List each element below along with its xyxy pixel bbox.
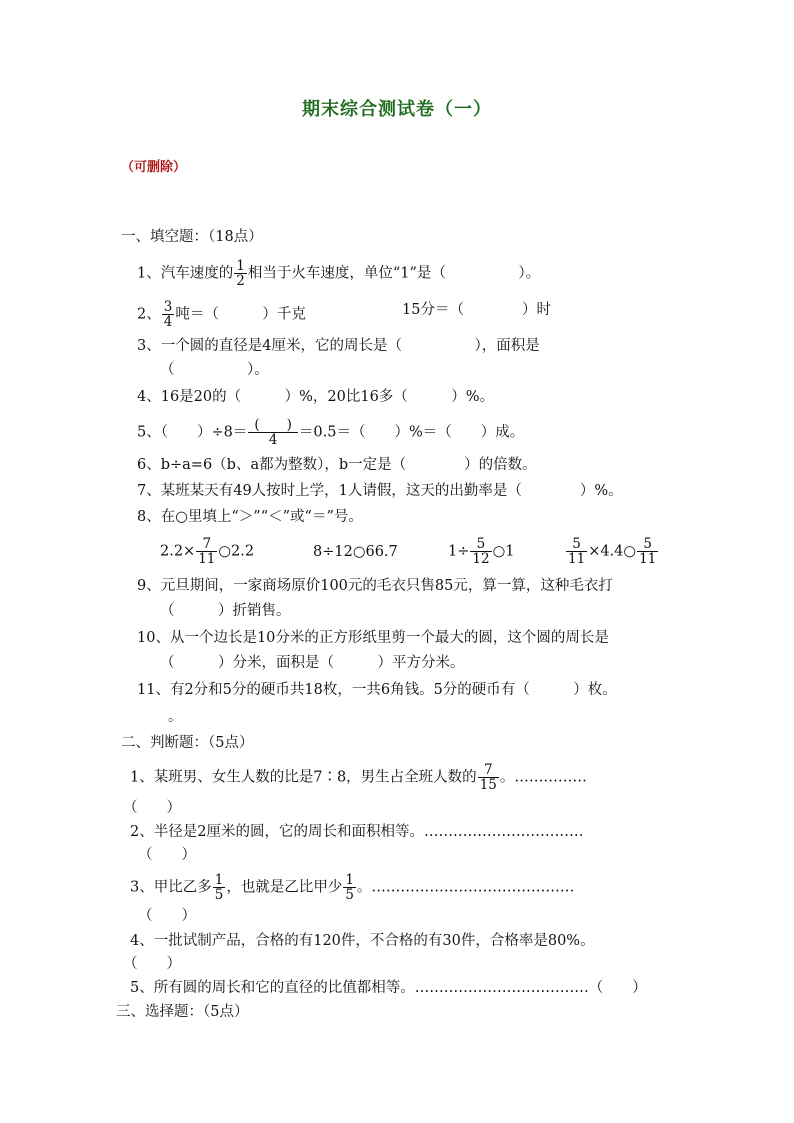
q11-line2: 。 <box>168 709 183 725</box>
q8-e4-fraction-b <box>637 537 658 566</box>
q1-fraction <box>234 259 247 288</box>
q10-line1: 10、从一个边长是10分米的正方形纸里剪一个最大的圆，这个圆的周长是 <box>137 630 609 646</box>
q8-e1-fraction <box>196 537 217 566</box>
q8-e1-text-a: 2.2× <box>160 543 196 560</box>
q3-line1: 3、一个圆的直径是4厘米，它的周长是（ ），面积是 <box>137 338 540 354</box>
q8-expression-2: 8÷12○66.7 <box>313 544 398 560</box>
judge-2: 2、半径是2厘米的圆，它的周长和面积相等。…………………………… <box>130 824 584 840</box>
j3-text-a: 3、甲比乙多 <box>130 879 212 896</box>
section3-heading: 三、选择题：（5点） <box>116 1004 249 1020</box>
q8-e4-denominator-b: 11 <box>639 551 657 567</box>
q1-fraction-denominator: 2 <box>236 273 245 289</box>
q8-e1-text-b: ○2.2 <box>218 543 255 560</box>
j4-answer-paren: （ ） <box>123 956 181 972</box>
q2-text-c: 15分＝（ ）时 <box>402 302 551 318</box>
q3-line2: （ ）。 <box>160 362 269 378</box>
q8-e4-numerator-b: 5 <box>637 537 658 552</box>
q8-e3-text-b: ○1 <box>492 543 515 560</box>
j3-fraction-b <box>343 873 356 902</box>
judge-4: 4、一批试制产品，合格的有120件，不合格的有30件，合格率是80%。 <box>130 933 595 949</box>
q2-fraction-numerator: 3 <box>163 299 173 315</box>
j3-denominator-b: 5 <box>345 887 354 903</box>
q8-expression-4 <box>565 537 659 566</box>
section2-heading: 二、判断题：（5点） <box>121 735 254 751</box>
q8-expression-1 <box>160 537 254 566</box>
q5-fraction-numerator: ( ) <box>248 418 298 433</box>
judge-3 <box>130 873 574 902</box>
j3-fraction-a <box>213 873 226 902</box>
q5-fraction-denominator: 4 <box>268 432 278 448</box>
j3-denominator-a: 5 <box>214 887 224 903</box>
j3-answer-paren: （ ） <box>138 908 196 924</box>
j1-text-b: 。…………… <box>499 769 587 786</box>
question-5 <box>137 418 524 447</box>
q8-e1-denominator: 11 <box>198 551 216 567</box>
q2-text-a: 2、 <box>137 306 161 323</box>
page-title: 期末综合测试卷（一） <box>302 99 492 120</box>
section1-heading: 一、填空题：（18点） <box>121 229 263 245</box>
q8-e4-denominator-a: 11 <box>568 551 586 567</box>
question-4: 4、16是20的（ ）%，20比16多（ ）%。 <box>137 389 495 405</box>
q9-line2: （ ）折销售。 <box>160 603 291 619</box>
q1-fraction-numerator: 1 <box>236 258 245 274</box>
j3-numerator-b: 1 <box>345 872 354 888</box>
q8-e4-numerator-a: 5 <box>566 537 587 552</box>
q8-e3-fraction <box>470 537 491 566</box>
q2-fraction <box>162 300 175 329</box>
j1-numerator: 7 <box>478 763 499 778</box>
q8-e4-fraction-a <box>566 537 587 566</box>
q8-e3-denominator: 12 <box>472 551 490 567</box>
q8-e3-text-a: 1÷ <box>448 543 470 560</box>
q8-e4-text: ×4.4○ <box>588 543 637 560</box>
j3-numerator-a: 1 <box>214 872 224 888</box>
j1-denominator: 15 <box>479 777 497 793</box>
judge-1 <box>130 763 587 792</box>
j3-text-b: ，也就是乙比甲少 <box>226 879 343 896</box>
j2-answer-paren: （ ） <box>138 847 196 863</box>
q10-line2: （ ）分米，面积是（ ）平方分米。 <box>160 655 465 671</box>
q8-e1-numerator: 7 <box>196 537 217 552</box>
q1-text-b: 相当于火车速度，单位“1”是（ ）。 <box>247 265 541 282</box>
j1-text-a: 1、某班男、女生人数的比是7∶8，男生占全班人数的 <box>130 769 477 786</box>
q8-line1: 8、在○里填上“＞”“＜”或“＝”号。 <box>137 509 363 525</box>
question-2 <box>137 300 306 329</box>
q2-fraction-denominator: 4 <box>163 314 173 330</box>
removable-note: （可删除） <box>121 160 187 175</box>
j3-text-c: 。…………………………………… <box>356 879 575 896</box>
j1-answer-paren: （ ） <box>123 800 181 816</box>
judge-5: 5、所有圆的周长和它的直径的比值都相等。………………………………（ ） <box>130 980 647 996</box>
q9-line1: 9、元旦期间，一家商场原价100元的毛衣只售85元，算一算，这种毛衣打 <box>137 578 613 594</box>
q5-text-a: 5、（ ）÷8＝ <box>137 424 248 441</box>
j1-fraction <box>478 763 499 792</box>
question-7: 7、某班某天有49人按时上学，1人请假，这天的出勤率是（ ）%。 <box>137 483 623 499</box>
q5-fraction <box>248 418 298 447</box>
q1-text-a: 1、汽车速度的 <box>137 265 234 282</box>
q5-text-b: ＝0.5＝（ ）%＝（ ）成。 <box>298 424 525 441</box>
q2-text-b: 吨＝（ ）千克 <box>175 306 306 323</box>
q8-expression-3 <box>448 537 514 566</box>
q11-line1: 11、有2分和5分的硬币共18枚，一共6角钱。5分的硬币有（ ）枚。 <box>137 682 617 698</box>
question-6: 6、b÷a=6（b、a都为整数），b一定是（ ）的倍数。 <box>137 457 537 473</box>
question-1 <box>137 259 540 288</box>
q8-e3-numerator: 5 <box>470 537 491 552</box>
